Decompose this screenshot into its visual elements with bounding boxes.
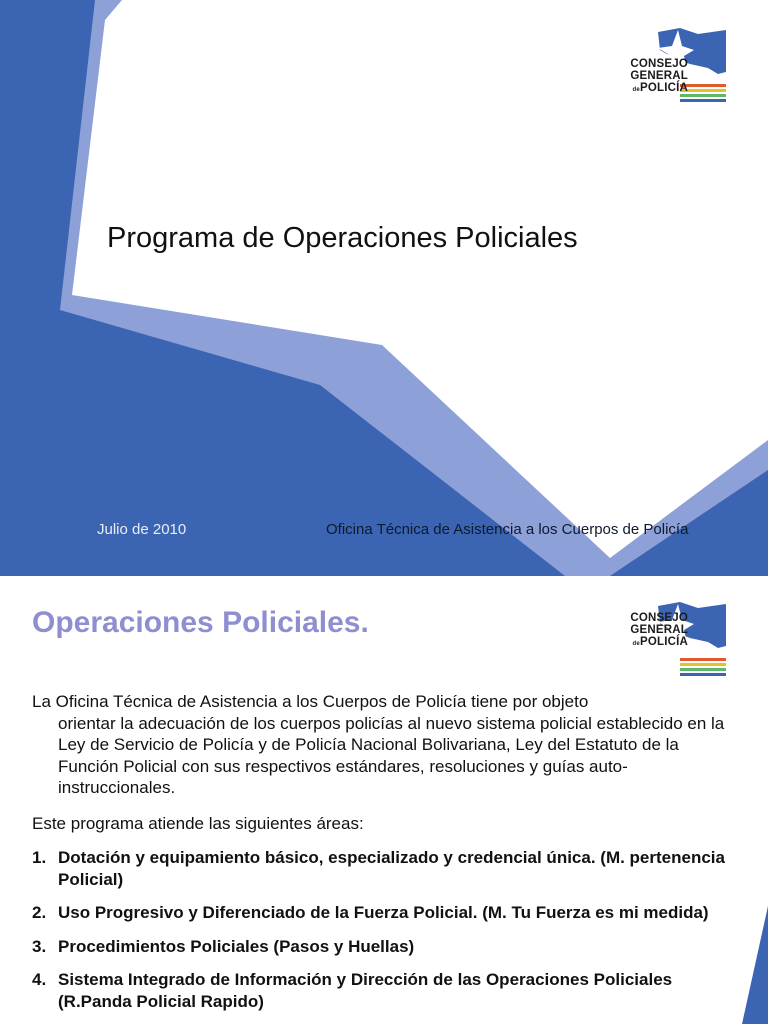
list-item-text: Uso Progresivo y Diferenciado de la Fuerza Policial. (M. Tu Fuerza es mi medida) (58, 903, 709, 922)
list-item (32, 969, 732, 1012)
logo-line-general: GENERAL (630, 70, 688, 82)
list-item-text: Dotación y equipamiento básico, especializado y credencial única. (M. pertenencia Policial) (58, 848, 725, 889)
list-item-text: Procedimientos Policiales (Pasos y Huellas) (58, 936, 415, 956)
presentation-title: Programa de Operaciones Policiales (107, 222, 578, 254)
list-item-number: 4. (32, 970, 47, 989)
logo2-line-consejo: CONSEJO (630, 612, 688, 624)
list-item (32, 936, 732, 958)
list-item-text: Sistema Integrado de Información y Dirección de las Operaciones Policiales (R.Panda Policial Rapido) (58, 970, 673, 1011)
consejo-general-policia-logo-2 (618, 602, 728, 678)
content-slide (0, 576, 768, 1024)
logo2-line-general: GENERAL (630, 624, 688, 636)
list-item (32, 902, 732, 924)
presentation-office: Oficina Técnica de Asistencia a los Cuerpos de Policía (326, 521, 689, 538)
list-item-number: 1. (32, 848, 47, 867)
logo-de: de (632, 87, 640, 93)
intro-first-line: La Oficina Técnica de Asistencia a los Cuerpos de Policía tiene por objeto (32, 692, 589, 711)
list-item-number: 3. (32, 936, 47, 956)
logo2-de: de (632, 641, 640, 647)
intro-continuation: orientar la adecuación de los cuerpos policías al nuevo sistema policial establecido en la Ley de Servicio de Policía y de Policía Nacional Bolivariana, Ley del Estatuto de la Función Policial con sus respectivos estándares, resoluciones y guías auto-instruccionales. (58, 713, 725, 797)
presentation-date: Julio de 2010 (97, 521, 187, 538)
logo-line-policia: POLICÍA (639, 82, 688, 94)
intro-paragraph (32, 691, 732, 799)
logo-line-consejo: CONSEJO (630, 58, 688, 70)
areas-list (32, 847, 732, 1024)
logo2-line-policia: POLICÍA (639, 636, 688, 648)
list-item (32, 847, 732, 890)
list-item-number: 2. (32, 903, 47, 922)
areas-lead-text: Este programa atiende las siguientes áreas: (32, 814, 364, 833)
section-title: Operaciones Policiales. (32, 606, 369, 639)
consejo-general-policia-logo (618, 28, 728, 104)
